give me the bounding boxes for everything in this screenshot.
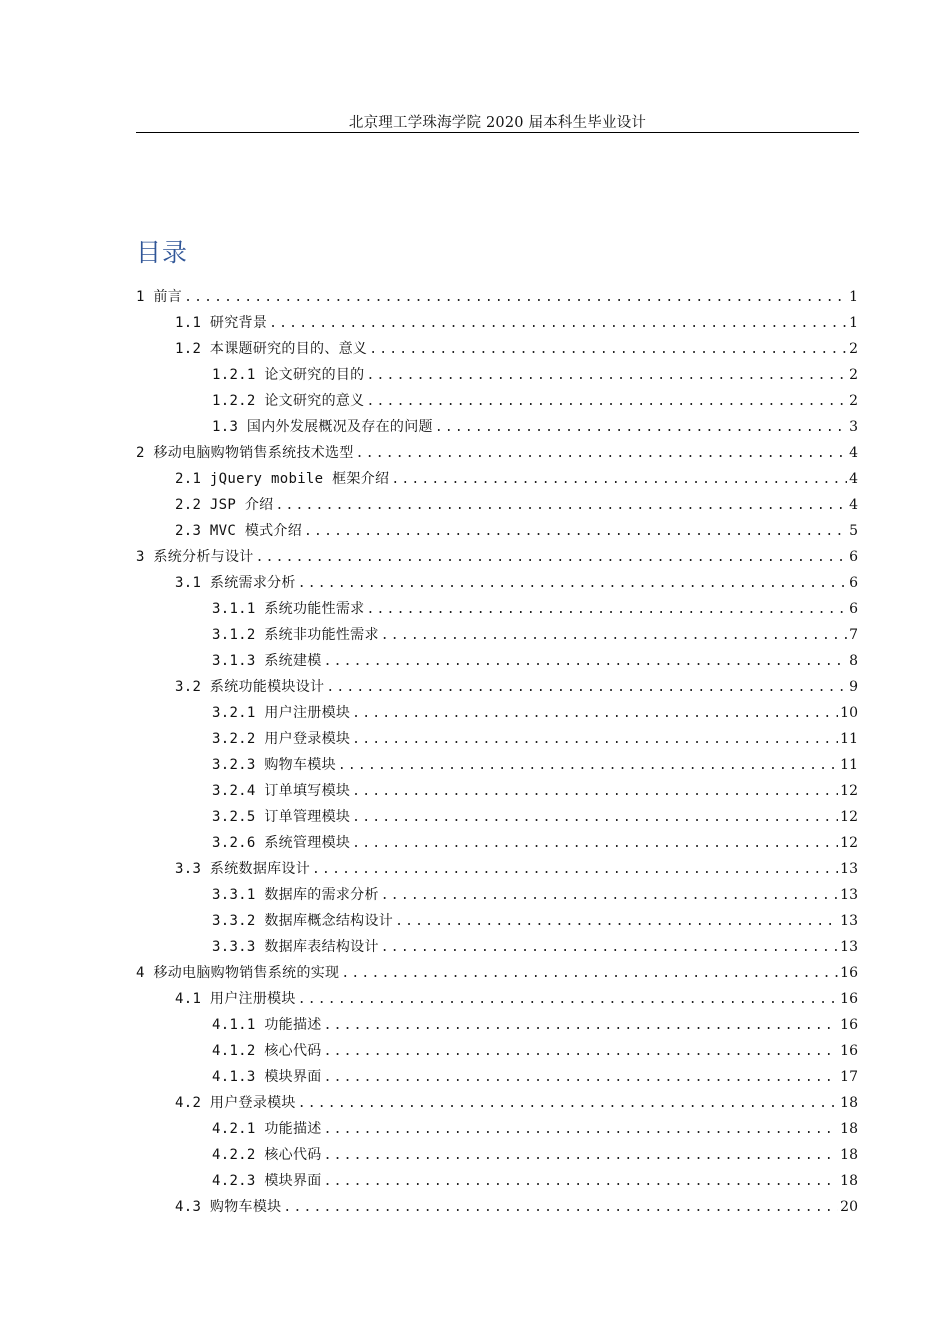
toc-entry[interactable] xyxy=(175,856,858,882)
toc-entry-label: 3.1 系统需求分析 xyxy=(175,575,296,591)
toc-entry-page-number: 7 xyxy=(849,627,858,643)
toc-dot-leader xyxy=(381,883,838,909)
toc-entry-page-number: 11 xyxy=(840,757,858,773)
toc-dot-leader xyxy=(391,467,847,493)
toc-entry[interactable] xyxy=(175,1090,858,1116)
toc-dot-leader xyxy=(352,701,838,727)
toc-entry-label: 1.3 国内外发展概况及存在的问题 xyxy=(212,419,433,435)
toc-entry-label: 3.3.3 数据库表结构设计 xyxy=(212,939,379,955)
toc-dot-leader xyxy=(324,1039,839,1065)
toc-entry[interactable] xyxy=(212,1038,858,1064)
toc-dot-leader xyxy=(324,1169,839,1195)
toc-entry-label: 3.2.1 用户注册模块 xyxy=(212,705,351,721)
toc-entry-label: 3.2.3 购物车模块 xyxy=(212,757,336,773)
toc-entry-page-number: 17 xyxy=(840,1069,858,1085)
toc-entry-page-number: 4 xyxy=(849,445,858,461)
toc-entry[interactable] xyxy=(212,648,858,674)
toc-entry-page-number: 3 xyxy=(849,419,858,435)
toc-entry-page-number: 12 xyxy=(840,783,858,799)
toc-dot-leader xyxy=(369,337,847,363)
toc-dot-leader xyxy=(352,831,838,857)
toc-entry[interactable] xyxy=(212,388,858,414)
toc-dot-leader xyxy=(275,493,847,519)
toc-entry-page-number: 9 xyxy=(849,679,858,695)
toc-entry-label: 4.2.3 模块界面 xyxy=(212,1173,322,1189)
toc-entry-page-number: 18 xyxy=(840,1095,858,1111)
toc-entry-page-number: 6 xyxy=(849,549,858,565)
toc-entry-label: 1.2.1 论文研究的目的 xyxy=(212,367,365,383)
toc-entry-page-number: 20 xyxy=(840,1199,858,1215)
toc-entry[interactable] xyxy=(175,518,858,544)
toc-dot-leader xyxy=(283,1195,838,1221)
toc-entry-page-number: 18 xyxy=(840,1121,858,1137)
toc-entry-label: 3.2.5 订单管理模块 xyxy=(212,809,351,825)
toc-entry[interactable] xyxy=(175,310,858,336)
toc-entry-label: 2.2 JSP 介绍 xyxy=(175,497,274,513)
toc-dot-leader xyxy=(366,363,847,389)
toc-entry[interactable] xyxy=(175,570,858,596)
toc-entry[interactable] xyxy=(212,778,858,804)
toc-dot-leader xyxy=(298,571,847,597)
toc-entry[interactable] xyxy=(212,414,858,440)
toc-entry-label: 3.3 系统数据库设计 xyxy=(175,861,311,877)
toc-entry[interactable] xyxy=(212,1142,858,1168)
toc-entry-label: 3.1.3 系统建模 xyxy=(212,653,322,669)
toc-entry[interactable] xyxy=(212,882,858,908)
toc-entry-page-number: 2 xyxy=(849,367,858,383)
toc-dot-leader xyxy=(352,779,838,805)
toc-entry[interactable] xyxy=(212,362,858,388)
toc-entry-label: 3.2.4 订单填写模块 xyxy=(212,783,351,799)
toc-entry-label: 1.2.2 论文研究的意义 xyxy=(212,393,365,409)
toc-entry[interactable] xyxy=(175,336,858,362)
toc-dot-leader xyxy=(324,649,848,675)
toc-entry-page-number: 1 xyxy=(849,315,858,331)
toc-dot-leader xyxy=(366,597,847,623)
toc-dot-leader xyxy=(352,805,838,831)
toc-entry-label: 3.2.2 用户登录模块 xyxy=(212,731,351,747)
toc-entry-label: 3.3.2 数据库概念结构设计 xyxy=(212,913,394,929)
toc-dot-leader xyxy=(435,415,847,441)
toc-dot-leader xyxy=(338,753,838,779)
toc-entry-page-number: 18 xyxy=(840,1147,858,1163)
toc-dot-leader xyxy=(324,1117,839,1143)
toc-dot-leader xyxy=(395,909,838,935)
toc-dot-leader xyxy=(381,623,847,649)
running-header: 北京理工学珠海学院 2020 届本科生毕业设计 xyxy=(348,115,647,131)
toc-dot-leader xyxy=(352,727,838,753)
toc-entry[interactable] xyxy=(212,908,858,934)
toc-entry-page-number: 16 xyxy=(840,965,858,981)
toc-dot-leader xyxy=(269,311,847,337)
toc-entry[interactable] xyxy=(136,544,858,570)
toc-entry[interactable] xyxy=(212,752,858,778)
toc-entry[interactable] xyxy=(212,1064,858,1090)
toc-entry-label: 4.2.1 功能描述 xyxy=(212,1121,322,1137)
toc-entry-page-number: 5 xyxy=(849,523,858,539)
toc-entry[interactable] xyxy=(136,960,858,986)
toc-dot-leader xyxy=(381,935,838,961)
toc-title: 目录 xyxy=(136,238,189,267)
toc-entry-label: 1 前言 xyxy=(136,289,183,305)
toc-entry[interactable] xyxy=(212,1116,858,1142)
toc-entry[interactable] xyxy=(212,700,858,726)
toc-dot-leader xyxy=(324,1065,839,1091)
toc-entry-label: 4.3 购物车模块 xyxy=(175,1199,282,1215)
toc-dot-leader xyxy=(324,1143,839,1169)
toc-entry-page-number: 4 xyxy=(849,497,858,513)
toc-entry-label: 2.3 MVC 模式介绍 xyxy=(175,523,303,539)
toc-entry-page-number: 13 xyxy=(840,887,858,903)
toc-entry[interactable] xyxy=(212,726,858,752)
toc-entry[interactable] xyxy=(136,440,858,466)
toc-entry-page-number: 13 xyxy=(840,939,858,955)
toc-entry-page-number: 13 xyxy=(840,861,858,877)
toc-entry-label: 2 移动电脑购物销售系统技术选型 xyxy=(136,445,354,461)
toc-dot-leader xyxy=(304,519,847,545)
toc-dot-leader xyxy=(298,987,838,1013)
toc-entry-page-number: 16 xyxy=(840,991,858,1007)
toc-dot-leader xyxy=(298,1091,838,1117)
toc-dot-leader xyxy=(366,389,847,415)
toc-entry[interactable] xyxy=(175,492,858,518)
toc-entry-label: 4.2 用户登录模块 xyxy=(175,1095,296,1111)
toc-entry[interactable] xyxy=(212,1168,858,1194)
toc-entry-label: 1.1 研究背景 xyxy=(175,315,268,331)
toc-entry-label: 3 系统分析与设计 xyxy=(136,549,254,565)
toc-entry-page-number: 1 xyxy=(849,289,858,305)
toc-entry-page-number: 11 xyxy=(840,731,858,747)
toc-entry-page-number: 18 xyxy=(840,1173,858,1189)
toc-entry[interactable] xyxy=(212,830,858,856)
toc-entry-label: 3.1.1 系统功能性需求 xyxy=(212,601,365,617)
toc-entry-page-number: 12 xyxy=(840,835,858,851)
toc-entry-label: 3.3.1 数据库的需求分析 xyxy=(212,887,379,903)
header-rule xyxy=(136,132,859,133)
toc-entry-page-number: 13 xyxy=(840,913,858,929)
toc-dot-leader xyxy=(184,285,847,311)
toc-entry-page-number: 8 xyxy=(849,653,858,669)
toc-entry-label: 4.2.2 核心代码 xyxy=(212,1147,322,1163)
toc-entry-page-number: 6 xyxy=(849,575,858,591)
toc-entry-page-number: 10 xyxy=(840,705,858,721)
toc-entry-label: 4.1.3 模块界面 xyxy=(212,1069,322,1085)
toc-entry[interactable] xyxy=(212,596,858,622)
toc-entry-label: 1.2 本课题研究的目的、意义 xyxy=(175,341,368,357)
toc-entry-page-number: 4 xyxy=(849,471,858,487)
toc-entry-label: 4.1 用户注册模块 xyxy=(175,991,296,1007)
toc-entry-label: 3.2 系统功能模块设计 xyxy=(175,679,325,695)
toc-entry[interactable] xyxy=(175,986,858,1012)
toc-entry[interactable] xyxy=(175,674,858,700)
toc-dot-leader xyxy=(326,675,847,701)
toc-entry[interactable] xyxy=(212,622,858,648)
toc-entry-label: 3.2.6 系统管理模块 xyxy=(212,835,351,851)
toc-entry[interactable] xyxy=(212,804,858,830)
toc-dot-leader xyxy=(312,857,838,883)
toc-dot-leader xyxy=(341,961,838,987)
toc-entry-label: 4 移动电脑购物销售系统的实现 xyxy=(136,965,340,981)
toc-dot-leader xyxy=(356,441,847,467)
toc-entry-page-number: 16 xyxy=(840,1043,858,1059)
toc-entry-label: 4.1.1 功能描述 xyxy=(212,1017,322,1033)
toc-dot-leader xyxy=(324,1013,839,1039)
toc-entry[interactable] xyxy=(212,934,858,960)
toc-entry-page-number: 2 xyxy=(849,393,858,409)
toc-entry-label: 2.1 jQuery mobile 框架介绍 xyxy=(175,471,390,487)
toc-entry-page-number: 16 xyxy=(840,1017,858,1033)
toc-entry-page-number: 6 xyxy=(849,601,858,617)
toc-entry-page-number: 12 xyxy=(840,809,858,825)
toc-entry[interactable] xyxy=(136,284,858,310)
toc-dot-leader xyxy=(256,545,848,571)
toc-entry-label: 3.1.2 系统非功能性需求 xyxy=(212,627,379,643)
toc-entry-label: 4.1.2 核心代码 xyxy=(212,1043,322,1059)
toc-entry[interactable] xyxy=(175,466,858,492)
toc-entry[interactable] xyxy=(212,1012,858,1038)
toc-entry[interactable] xyxy=(175,1194,858,1220)
toc-entry-page-number: 2 xyxy=(849,341,858,357)
